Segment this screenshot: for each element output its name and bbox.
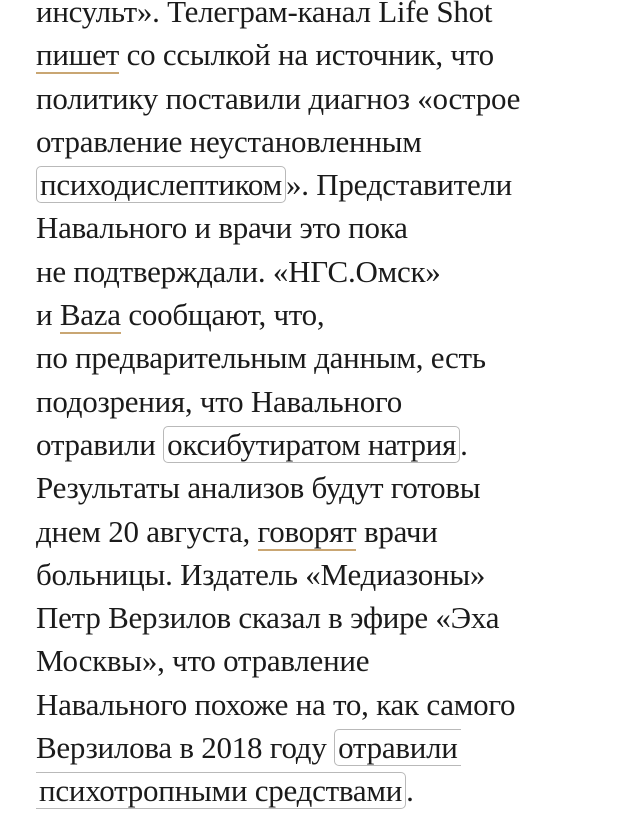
text-fragment: сообщают, что, <box>120 297 325 333</box>
text-line: подозрения, что Навального <box>36 383 402 419</box>
text-fragment: отравили <box>36 426 164 462</box>
text-line <box>36 33 616 76</box>
link-otravili-psikhotropnymi-part2[interactable]: психотропными средствами <box>36 772 406 809</box>
text-line: Москвы», что отравление <box>36 643 370 679</box>
text-line: отравление неустановленным <box>36 123 422 159</box>
text-fragment: днем 20 августа, <box>36 513 258 549</box>
text-fragment: . <box>460 426 468 462</box>
text-line: больницы. Издатель «Медиазоны» <box>36 556 486 592</box>
text-fragment: и <box>36 297 60 333</box>
text-fragment: . <box>406 773 414 809</box>
text-line: инсульт». Телеграм-канал Life Shot <box>36 0 493 29</box>
text-line <box>36 726 616 769</box>
link-psikhodisleptik[interactable]: психодислептиком <box>36 166 286 203</box>
text-line: Результаты анализов будут готовы <box>36 470 481 506</box>
text-line: Навального и врачи это пока <box>36 210 408 246</box>
text-line <box>36 293 616 336</box>
text-line <box>36 769 616 812</box>
text-line: не подтверждали. «НГС.Омск» <box>36 253 441 289</box>
link-pishet[interactable]: пишет <box>36 37 120 73</box>
text-fragment: со ссылкой на источник, что <box>119 37 494 73</box>
text-line: политику поставили диагноз «острое <box>36 80 521 116</box>
text-fragment: ». Представители <box>285 167 513 203</box>
link-baza[interactable]: Baza <box>59 297 121 333</box>
link-oksibutirat-natriya[interactable]: оксибутиратом натрия <box>163 426 460 463</box>
text-line: по предварительным данным, есть <box>36 340 486 376</box>
link-govoryat[interactable]: говорят <box>257 513 357 549</box>
text-line: Навального похоже на то, как самого <box>36 686 516 722</box>
link-otravili-psikhotropnymi-part1[interactable]: отравили <box>334 729 461 766</box>
text-fragment: Верзилова в 2018 году <box>36 730 335 766</box>
text-line <box>36 163 616 206</box>
article-body <box>36 0 616 813</box>
text-line <box>36 510 616 553</box>
text-fragment: врачи <box>356 513 438 549</box>
text-line <box>36 423 616 466</box>
text-line: Петр Верзилов сказал в эфире «Эха <box>36 600 500 636</box>
